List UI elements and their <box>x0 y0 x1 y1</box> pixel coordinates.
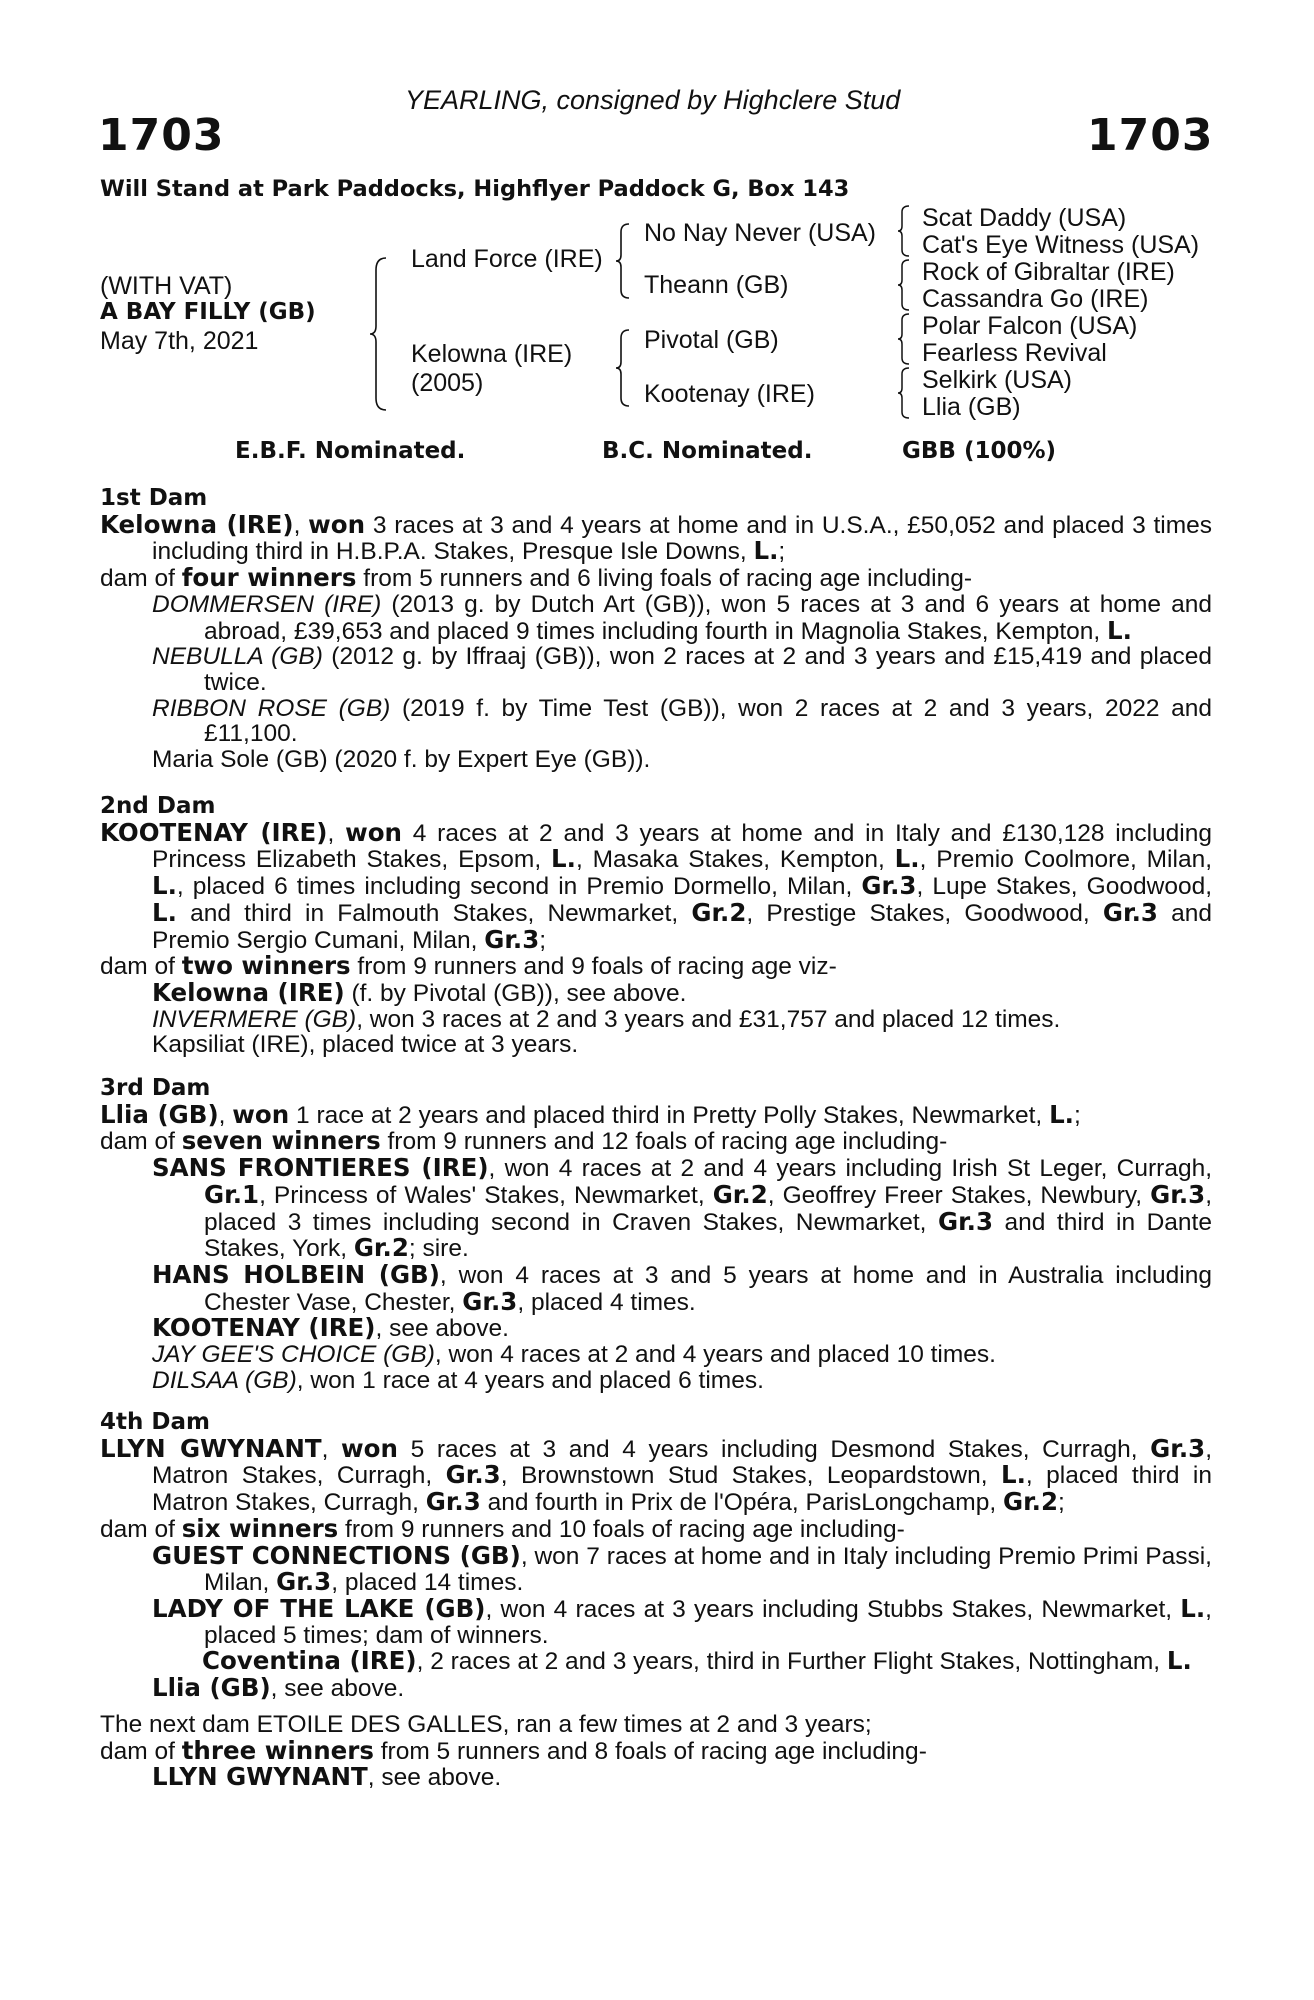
produce-llia: Llia (GB), see above. <box>152 1673 405 1703</box>
lot-number-right: 1703 <box>1087 110 1214 161</box>
winners-count: six winners <box>181 1513 339 1543</box>
dam-name: Kelowna (IRE) <box>411 340 573 368</box>
produce-hans-holbein: HANS HOLBEIN (GB), won 4 races at 3 and 5 years at home and in Australia including Chester Vase, Chester, Gr.3, placed 4 times. <box>152 1259 1212 1316</box>
produce-text: (2012 g. by Iffraaj (GB)), won 2 races at 2 and 3 years and £15,419 and placed twice. <box>204 643 1212 696</box>
granddam-6: Fearless Revival <box>922 339 1107 367</box>
produce-sans-frontieres: SANS FRONTIERES (IRE), won 4 races at 2 and 4 years including Irish St Leger, Curragh, Gr.1, Princess of Wales' Stakes, Newmarket, Gr.2, Geoffrey Freer Stakes, Newbury, Gr.3, placed 3 times including second in Craven Stakes, Newmarket, Gr.3 and third in Dante Stakes, York, Gr.2; sire. <box>152 1153 1213 1263</box>
dam-name: LLYN GWYNANT <box>100 1433 322 1463</box>
brace-g3 <box>896 312 912 366</box>
record-end: ; <box>778 538 786 566</box>
produce-kootenay: KOOTENAY (IRE), see above. <box>152 1313 509 1343</box>
winners-count: two winners <box>181 951 351 981</box>
won-label: won <box>341 1433 398 1463</box>
dam-of-line: dam of seven winners from 9 runners and 12 foals of racing age including- <box>100 1126 948 1156</box>
sire-sire: No Nay Never (USA) <box>644 219 876 247</box>
produce-name: INVERMERE (GB) <box>152 1005 357 1033</box>
section-title: 3rd Dam <box>100 1075 211 1101</box>
produce-name: DOMMERSEN (IRE) <box>152 590 382 618</box>
produce-dommersen <box>152 592 1212 644</box>
produce-name: RIBBON ROSE (GB) <box>152 694 391 722</box>
second-dam-section <box>100 794 1212 1058</box>
produce-nebulla <box>152 644 1212 695</box>
produce-name: DILSAA (GB) <box>152 1366 297 1394</box>
granddam-2: Cat's Eye Witness (USA) <box>922 231 1200 259</box>
winners-count: three winners <box>181 1735 374 1765</box>
ebf-nomination: E.B.F. Nominated. <box>235 438 466 464</box>
gbb-rating: GBB (100%) <box>902 438 1057 464</box>
dam-name: Llia (GB) <box>100 1099 219 1129</box>
dam-of-line: dam of three winners from 5 runners and 8 foals of racing age including- <box>100 1735 927 1765</box>
subject-name: A BAY FILLY (GB) <box>100 299 316 325</box>
produce-text: (2013 g. by Dutch Art (GB)), won 5 races at 3 and 6 years at home and abroad, £39,653 and placed 9 times including fourth in Magnolia Stakes, Kempton, <box>204 590 1212 645</box>
granddam-1: Scat Daddy (USA) <box>922 204 1127 232</box>
third-dam-section <box>100 1076 1212 1393</box>
produce-invermere: INVERMERE (GB), won 3 races at 2 and 3 years and £31,757 and placed 12 times. <box>152 1005 1061 1033</box>
brace-sire <box>614 222 632 300</box>
produce-llyn-gwynant: LLYN GWYNANT, see above. <box>152 1762 502 1792</box>
subject-dob: May 7th, 2021 <box>100 327 259 355</box>
produce-name: KOOTENAY (IRE) <box>152 1313 376 1343</box>
produce-dilsaa: DILSAA (GB), won 1 race at 4 years and placed 6 times. <box>152 1366 764 1394</box>
produce-name: HANS HOLBEIN (GB) <box>152 1259 440 1289</box>
produce-name: GUEST CONNECTIONS (GB) <box>152 1540 521 1570</box>
produce-name: Coventina (IRE) <box>202 1646 417 1676</box>
produce-name: LADY OF THE LAKE (GB) <box>152 1593 486 1623</box>
produce-coventina: Coventina (IRE), 2 races at 2 and 3 years, third in Further Flight Stakes, Nottingham, L. <box>202 1646 1192 1676</box>
brace-g1 <box>896 204 912 258</box>
listed-tag: L. <box>1107 615 1132 645</box>
won-label: won <box>345 817 402 847</box>
brace-dam <box>614 328 632 408</box>
produce-text: (2019 f. by Time Test (GB)), won 2 races at 2 and 3 years, 2022 and £11,100. <box>204 694 1212 748</box>
stand-location: Will Stand at Park Paddocks, Highflyer Paddock G, Box 143 <box>100 176 850 202</box>
winners-count: four winners <box>181 563 357 593</box>
consignor-line: YEARLING, consigned by Highclere Stud <box>405 85 901 115</box>
brace-g4 <box>896 366 912 420</box>
next-dam-line: The next dam ETOILE DES GALLES, ran a few times at 2 and 3 years; <box>100 1711 872 1738</box>
dam-of-line: dam of six winners from 9 runners and 10 foals of racing age including- <box>100 1513 905 1543</box>
won-label: won <box>232 1099 290 1129</box>
dam-dam: Kootenay (IRE) <box>644 380 815 408</box>
sire-dam: Theann (GB) <box>644 271 789 299</box>
winners-count: seven winners <box>181 1126 381 1156</box>
dam-of-line <box>100 565 1212 592</box>
won-label: won <box>308 509 366 539</box>
dam-record: Llia (GB), won 1 race at 2 years and placed third in Pretty Polly Stakes, Newmarket, L.; <box>100 1099 1081 1129</box>
dam-record-text: 3 races at 3 and 4 years at home and in U.S.A., £50,052 and placed 3 times including third in H.B.P.A. Stakes, Presque Isle Downs, <box>152 511 1212 566</box>
lot-number-left: 1703 <box>98 110 225 161</box>
brace-g2 <box>896 258 912 312</box>
produce-jay-gees-choice: JAY GEE'S CHOICE (GB), won 4 races at 2 and 4 years and placed 10 times. <box>152 1341 996 1369</box>
granddam-8: Llia (GB) <box>922 393 1021 421</box>
dam-of-prefix: dam of <box>100 565 182 593</box>
produce-ribbon-rose <box>152 696 1212 747</box>
produce-name: SANS FRONTIERES (IRE) <box>152 1153 489 1183</box>
section-title: 1st Dam <box>100 485 208 511</box>
produce-name: Llia (GB) <box>152 1673 271 1703</box>
produce-maria-sole <box>152 747 1212 773</box>
fourth-dam-section <box>100 1410 1212 1702</box>
dam-of-suffix: from 5 runners and 6 living foals of racing age including- <box>356 565 973 593</box>
section-title: 4th Dam <box>100 1409 210 1435</box>
dam-name: Kelowna (IRE) <box>100 509 294 539</box>
produce-guest-connections: GUEST CONNECTIONS (GB), won 7 races at home and in Italy including Premio Primi Passi, Milan, Gr.3, placed 14 times. <box>152 1540 1212 1597</box>
produce-text: Maria Sole (GB) (2020 f. by Expert Eye (GB)). <box>152 746 651 774</box>
granddam-5: Polar Falcon (USA) <box>922 312 1138 340</box>
granddam-4: Cassandra Go (IRE) <box>922 285 1149 313</box>
produce-name: NEBULLA (GB) <box>152 643 323 671</box>
brace-main <box>368 256 390 412</box>
dam-record: Kelowna (IRE), won 3 races at 3 and 4 years at home and in U.S.A., £50,052 and placed 3 times including third in H.B.P.A. Stakes, Presque Isle Downs, L.; <box>100 509 1212 566</box>
sire-name: Land Force (IRE) <box>411 245 603 273</box>
dam-name: KOOTENAY (IRE) <box>100 817 328 847</box>
produce-name: LLYN GWYNANT <box>152 1762 368 1792</box>
dam-record: KOOTENAY (IRE), won 4 races at 2 and 3 years at home and in Italy and £130,128 including Princess Elizabeth Stakes, Epsom, L., Masaka Stakes, Kempton, L., Premio Coolmore, Milan, L., placed 6 times including second in Premio Dormello, Milan, Gr.3, Lupe Stakes, Goodwood, L. and third in Falmouth Stakes, Newmarket, Gr.2, Prestige Stakes, Goodwood, Gr.3 and Premio Sergio Cumani, Milan, Gr.3; <box>100 817 1212 954</box>
section-title: 2nd Dam <box>100 793 216 819</box>
granddam-7: Selkirk (USA) <box>922 366 1073 394</box>
produce-kelowna: Kelowna (IRE) (f. by Pivotal (GB)), see above. <box>152 977 687 1007</box>
dam-sire: Pivotal (GB) <box>644 326 779 354</box>
dam-record: LLYN GWYNANT, won 5 races at 3 and 4 years including Desmond Stakes, Curragh, Gr.3, Matron Stakes, Curragh, Gr.3, Brownstown Stud Stakes, Leopardstown, L., placed third in Matron Stakes, Curragh, Gr.3 and fourth in Prix de l'Opéra, ParisLongchamp, Gr.2; <box>100 1433 1213 1517</box>
produce-lady-of-the-lake: LADY OF THE LAKE (GB), won 4 races at 3 years including Stubbs Stakes, Newmarket, L., placed 5 times; dam of winners. <box>152 1593 1212 1649</box>
granddam-3: Rock of Gibraltar (IRE) <box>922 258 1175 286</box>
listed-tag: L. <box>753 536 779 566</box>
dam-of-line: dam of two winners from 9 runners and 9 foals of racing age viz- <box>100 951 837 981</box>
next-dam-section <box>100 1712 1212 1791</box>
produce-name: Kelowna (IRE) <box>152 977 345 1007</box>
dam-year: (2005) <box>411 369 484 397</box>
produce-kapsiliat: Kapsiliat (IRE), placed twice at 3 years. <box>152 1031 579 1059</box>
first-dam-section <box>100 486 1212 773</box>
produce-name: JAY GEE'S CHOICE (GB) <box>152 1341 435 1369</box>
vat-note: (WITH VAT) <box>100 272 233 300</box>
bc-nomination: B.C. Nominated. <box>602 438 813 464</box>
